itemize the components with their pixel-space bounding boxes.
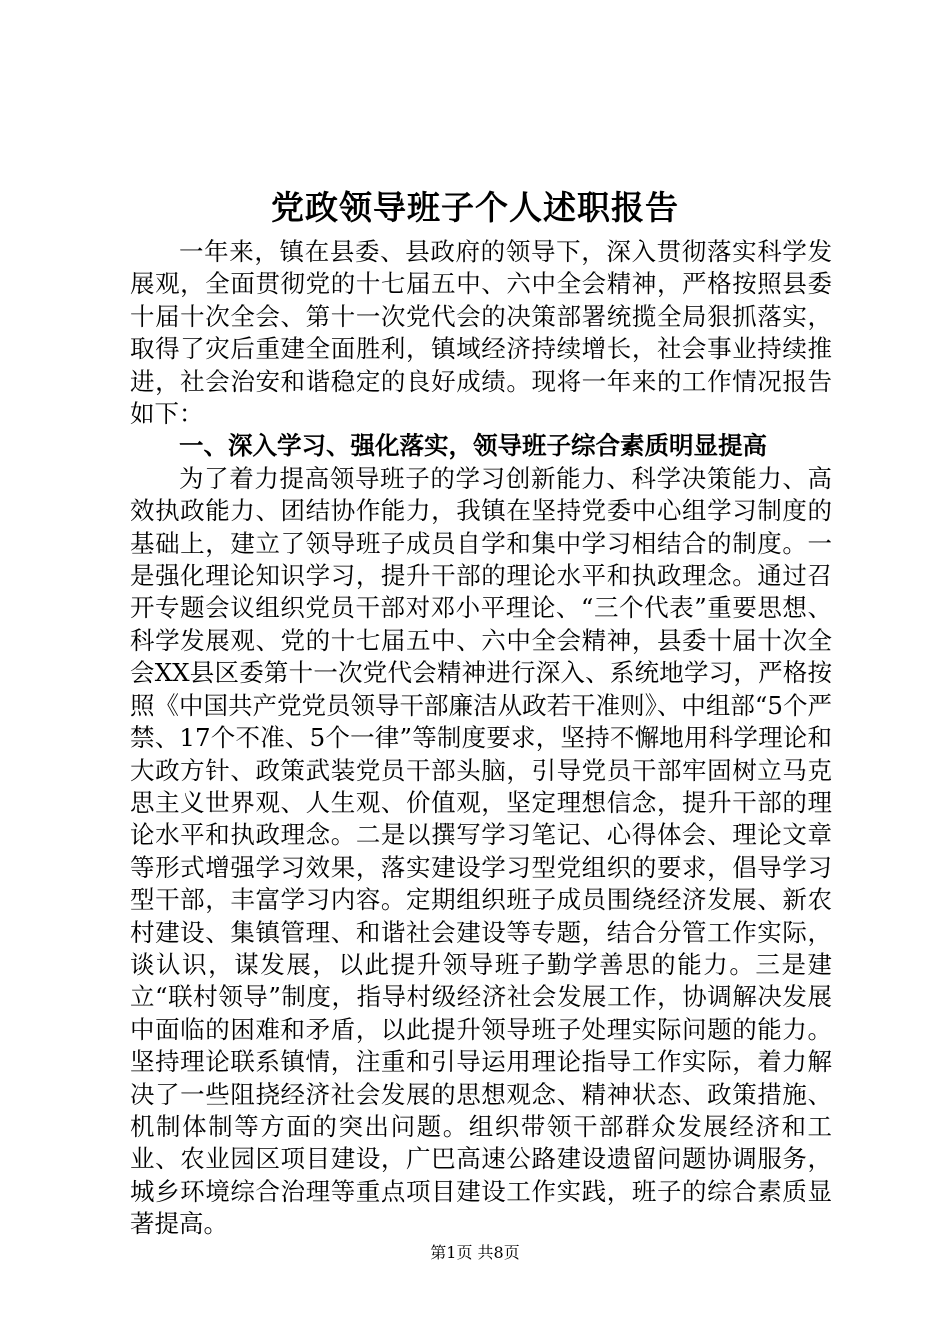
document-title: 党政领导班子个人述职报告 [271, 188, 679, 227]
page-footer: 第1页 共8页 [430, 1243, 520, 1262]
section-paragraph: 为了着力提高领导班子的学习创新能力、科学决策能力、高效执政能力、团结协作能力，我镇在坚持党委中心组学习制度的基础上，建立了领导班子成员自学和集中学习相结合的制度。一是强化理论知识学习，提升干部的理论水平和执政理念。通过召开专题会议组织党员干部对邓小平理论、“三个代表”重要思想、科学发展观、党的十七届五中、六中全会精神，县委十届十次全会XX县区委第十一次党代会精神进行深入、系统地学习，严格按照《中国共产党党员领导干部廉洁从政若干准则》、中组部“5个严禁、17个不准、5个一律”等制度要求，坚持不懈地用科学理论和大政方针、政策武装党员干部头脑，引导党员干部牢固树立马克思主义世界观、人生观、价值观，坚定理想信念，提升干部的理论水平和执政理念。二是以撰写学习笔记、心得体会、理论文章等形式增强学习效果，落实建设学习型党组织的要求，倡导学习型干部，丰富学习内容。定期组织班子成员围绕经济发展、新农村建设、集镇管理、和谐社会建设等专题，结合分管工作实际，谈认识，谋发展，以此提升领导班子勤学善思的能力。三是建立“联村领导”制度，指导村级经济社会发展工作，协调解决发展中面临的困难和矛盾，以此提升领导班子处理实际问题的能力。坚持理论联系镇情，注重和引导运用理论指导工作实际，着力解决了一些阻挠经济社会发展的思想观念、精神状态、政策措施、机制体制等方面的突出问题。组织带领干部群众发展经济和工业、农业园区项目建设，广巴高速公路建设遗留问题协调服务，城乡环境综合治理等重点项目建设工作实践，班子的综合素质显著提高。 [130, 463, 832, 1239]
intro-paragraph: 一年来，镇在县委、县政府的领导下，深入贯彻落实科学发展观，全面贯彻党的十七届五中、六中全会精神，严格按照县委十届十次全会、第十一次党代会的决策部署统揽全局狠抓落实，取得了灾后重建全面胜利，镇域经济持续增长，社会事业持续推进，社会治安和谐稳定的良好成绩。现将一年来的工作情况报告如下： [130, 237, 832, 429]
section-heading: 一、深入学习、强化落实，领导班子综合素质明显提高 [179, 431, 767, 461]
document-body [130, 236, 832, 1241]
